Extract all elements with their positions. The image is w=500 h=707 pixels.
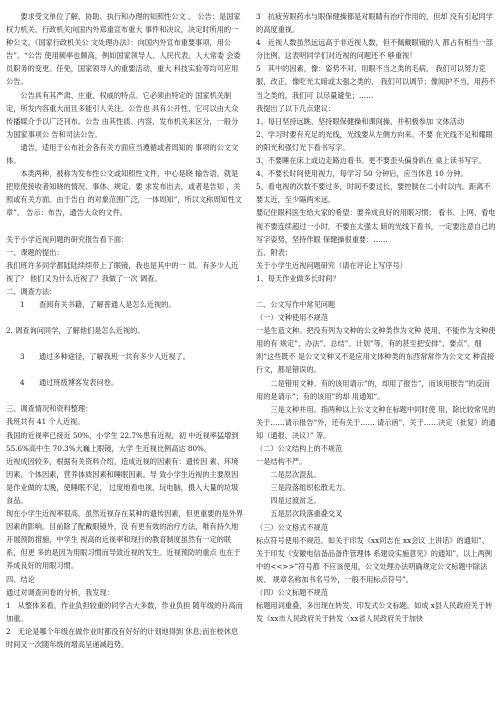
paragraph: 五、附表：	[256, 247, 292, 257]
paragraph: 我国的近视率已接近 50%，小学生 22.7%患有近视，初 中近视率猛增到 55.6%高中生 70.3%大巍上眼镜，大学 生近视比例高达 80%。	[6, 430, 241, 453]
paragraph: 现在小学生近视率很高，虽然近视存在某种的遗传因素，但更重要的是外界因素的影响。目前除了配戴眼镜外，没 有更有效的治疗方法，唯有持久地开展预防措施，中学生 视高的近视率和现行的教育制度虽然有一定的联系，但更 多的是因为用眼习惯而导致近视的发生。近视预防的重点 也在于养成良好的用眼习惯。	[6, 509, 244, 571]
paragraph: 要求受文单位了解、协助、执行和办理的知照性公文 。 公告：是国家权力机关、行政机关向国内外郑重宣布重大 事件和决议，决定时所用的一种公文。《国家行政机关公 文处理办法》：向国内外宣布重要事项，用公告”。“公告 使用频率也颇高，例如国家领导人、人民代表、人大常委 会委员职务的变更。任免，国家领导人的重要活动，重大 科技实验等均可应用公告。	[6, 12, 241, 87]
paragraph: 二是层次混乱。	[256, 470, 321, 480]
paragraph: 我们班许多同学都陆陆续续带上了眼镜，我也是其中的一 员。有多少人近视了？ 他们又为什么近视了？我做了一次 调查。	[6, 260, 239, 283]
blank-line	[6, 363, 244, 376]
blank-line	[6, 337, 244, 350]
left-column	[6, 10, 244, 651]
paragraph: （一）文种使用不规范	[256, 313, 328, 323]
paragraph: 4 通过班级博客发表问卷。	[20, 378, 119, 388]
paragraph: 近视成因较多，根据有关资料介绍，造成近视的因素有：遗传因 素、环境因素、个体因素，营养体质因素和睡眠因素。导 致小学生近视的主要原因是作业做的太晚，使睡眠不足， 过度地看电视、玩电脑，摄入大量的垃圾食品。	[6, 456, 239, 505]
paragraph: 二、调查方法：	[6, 286, 57, 296]
paragraph: 一、课题的提出：	[6, 247, 64, 257]
paragraph: 通过对调查问卷的分析，我发现：	[6, 587, 114, 597]
paragraph: 二是错用文种。有的该用请示”的，却用了报告”，而该用报告”的反而用的是请示”；有的该用”的却 用通知”。	[256, 378, 490, 401]
paragraph: 2、学习时要有充足的光线，光线要从左侧方向来。不要 在光线不足和耀眼的阳光和强灯光下看书写字。	[256, 129, 493, 152]
paragraph: 1 从整体来看，作业负担较重的同学占大多数，作业负担 随年级的升高而加重。	[6, 600, 243, 623]
paragraph: 二、公文写作中常见问题	[256, 299, 336, 309]
paragraph: 标题用词重叠，多出现在转发、印发式公文标题。如成 x县人民政府关于转发《xx市人民政府关于转发〈xx省人民政府关于加快	[256, 601, 493, 624]
paragraph: 5、看电视的次数不要过多，时间不要过长，要控制在二小时以内。距离不要太近，至少隔两米远。	[256, 182, 491, 205]
paragraph: 要记住眼科医生给大家的希望：要养成良好的用眼习惯； 看书、上网、看电视不要连续超过一小时，不要在太强太 暗的光线下看书，一定要注意自己的写字姿势，坚持作眼 保健操很重要：……	[256, 208, 496, 244]
paragraph: 标点符号使用不规范。如关于印发《xx同志在 xx会议 上讲话》的通知”、关于印发《安徽电信备品备件管理体 系建设实施意见》的通知”，以上两例中的<<>>”符号都 不应该使用，公文处理办法明确规定公文标题中除法规、 规章名称加书名号外，一般不用标点符号”。	[256, 535, 492, 584]
blank-line	[6, 220, 244, 233]
paragraph: 关于小学生近视问题研究（请在评论上写序号）	[256, 260, 407, 270]
paragraph: 四、结论	[6, 574, 35, 584]
paragraph: 我提出了以下几点建议：	[256, 103, 336, 113]
paragraph: 3 抗疲劳眼药水与眼保健操都是对眼睛有治疗作用的，但却 没有引起同学的高度重视。	[256, 12, 493, 35]
paragraph: 5 其中的因素，像：姿势不对、用眼不当之类的毛病， 我们可以努力克服，改正，像吃光太暗或太强之类的， 我们可以调节；像阅护不当，用药不当之类的，我们可 以尽量避免；……	[256, 64, 496, 100]
paragraph: 一是结构不严。	[256, 457, 307, 467]
paragraph: 四是过渡贫乏。	[256, 496, 321, 506]
paragraph: （二）公文结构上的不规范	[256, 444, 343, 453]
paragraph: 通告，适用于公布社会各有关方面应当遵循或者周知的 事项的公文文体。	[6, 142, 239, 166]
paragraph: 三是段落组织松散无力。	[256, 483, 350, 493]
paragraph: （四）公文标题不规范	[256, 588, 328, 598]
blank-line	[6, 389, 244, 402]
paragraph: 本类两种，被称为发布性公文或知照性文件，中心是晓 输告语，就是把原使接收者知晓的情况、事体、规定、要 求发布出去，或者是告知 ，关照或有关方面。由于告白 的对象范围广泛，一体周知”，所以文称周知性文章”。 告示：布告，通告大众的文件。	[6, 169, 242, 218]
paragraph: 3 通过多种途径，了解我班一共有多少人近视了。	[20, 352, 190, 362]
paragraph: 公告具有其严肃、庄重、权威的特点。它必须由特定的 国家机关制定，所发内容重大而且多能引人关注。公告也 具有公开性，它可以由大众传播媒介予以广泛刊布。公告 由其性质、内容、发布机关来区分，一般分为国家事项公 告和司法公告。	[6, 90, 239, 139]
paragraph: 2. 调查询问同学，了解他们是怎么近视的。	[6, 326, 145, 336]
paragraph: 4、不要长时间使用视力，每学习 50 分钟后，应当休息 10 分钟。	[256, 169, 468, 179]
paragraph: 3、不要睡在床上或边走路边看书。更不要歪头偏身趴在 桌上读书写字。	[256, 156, 486, 166]
right-column	[256, 10, 496, 625]
paragraph: 4 近视人数虽然远远高于非近视人数，但不佩戴眼镜的人 都占有相当一部分比例。这表明同学们对近视的问题还不 够重视！	[256, 38, 493, 61]
paragraph: 1、每天作业做多长时间？	[256, 273, 340, 283]
paragraph: （三）公文格式不规范	[256, 522, 328, 532]
paragraph: 三、调查情况和资料整理：	[6, 404, 93, 414]
paragraph: 1 查阅有关书籍，了解普通人是怎么近视的。	[20, 299, 176, 309]
blank-line	[6, 311, 244, 324]
paragraph: 一是生造文种。把没有列为文种的公文种类作为文种 使用，不能作为文种使用的有 规定”、办法”、总结”、计划”等，有的甚至把安排”、要点”、细则”这些既不 是公文文种又不是应用文体种类的东西常常作为公文文 种直接行文，都是错误的。	[256, 326, 496, 375]
paragraph: 五是层次段落重叠交叉	[256, 509, 343, 519]
paragraph: 三是文种并用。指两种以上公文文种在标题中同时使 用，除比较常见的关于……请示报告”外，还有关于…… 请示函”、关于……决定（批复）的通知（通报、决议）” 等。	[256, 404, 496, 440]
paragraph: 2 无论是哪个年级在做作业时都没有好好的计划地得到 休息;而在校休息时间又一次随年级的增高呈递减趋势。	[6, 626, 239, 650]
paragraph: 1、每日坚持远眺、坚持眼保健操和课间操，并积极参加 文体活动	[256, 116, 465, 126]
paragraph: 我班共有 41 个人近视。	[6, 417, 85, 427]
blank-line	[256, 285, 496, 298]
paragraph: 关于小学近视问题的研究报告看下面：	[6, 234, 129, 244]
